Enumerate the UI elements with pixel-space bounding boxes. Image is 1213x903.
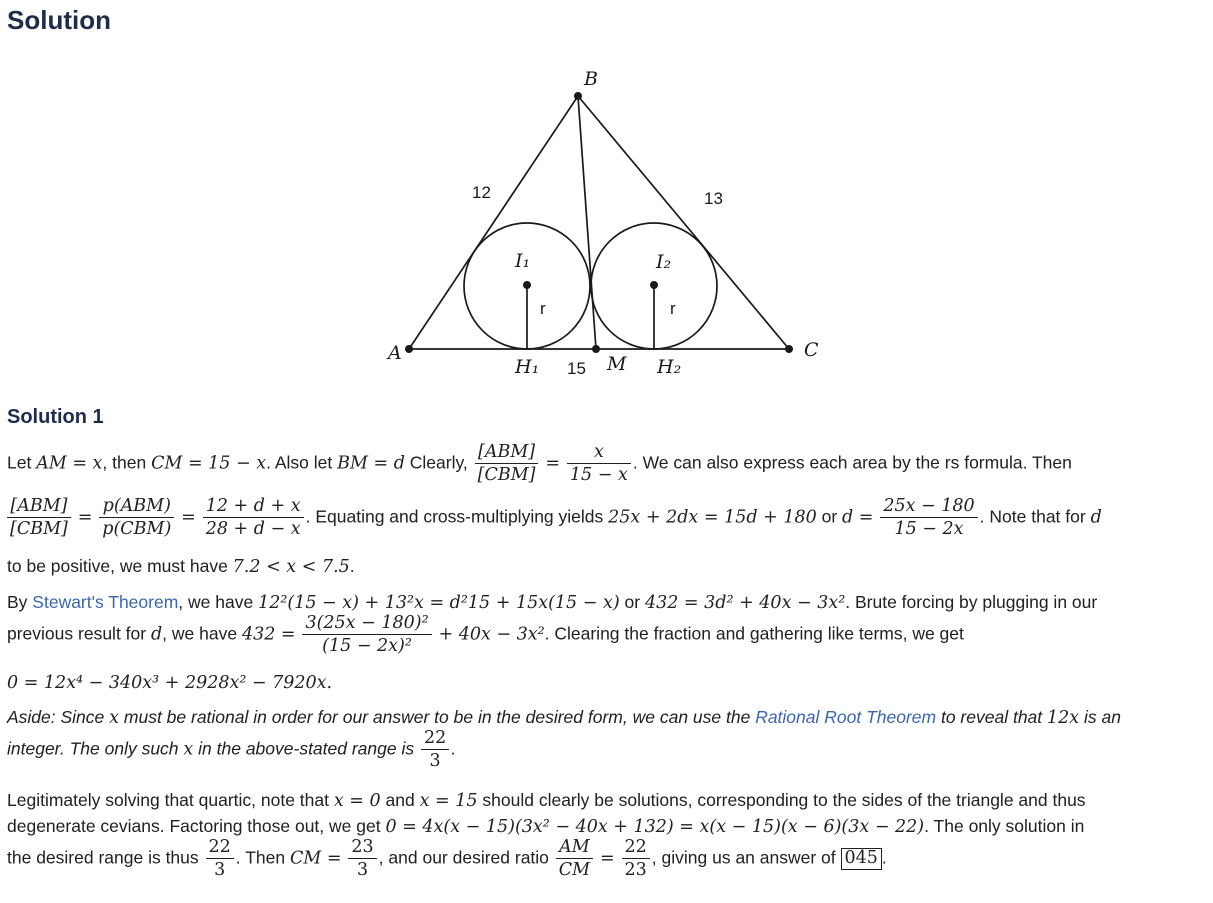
label-side-ac: 15 [567,359,586,378]
math: 432 = 3d² + 40x − 3x² [644,593,846,613]
fraction-am-over-cm: $\frac{AM}{CM}$ [556,837,593,880]
fraction-22-over-3: $\frac{22}{3}$ [421,728,449,771]
text: Let [7,452,37,473]
text: . Then [235,847,290,868]
solution-1-heading: Solution 1 [7,406,104,428]
point-i1 [523,281,531,289]
text: . [881,847,887,868]
point-b [574,92,582,100]
point-m [592,345,600,353]
text: Legitimately solving that quartic, note that [7,790,334,810]
text: , we have [162,623,242,644]
fraction-23-over-3: $\frac{23}{3}$ [348,837,376,880]
math: x = 15 [419,791,478,811]
text: integer. The only such [7,738,184,759]
paragraph-3-line-2 [7,816,1203,837]
side-bc-line [578,96,789,349]
equals: = [77,507,93,528]
text: Clearly, [404,452,473,473]
text: , and our desired ratio [378,847,554,868]
text: . Equating and cross-multiplying yields [305,506,609,527]
text: to be positive, we must have [7,556,233,576]
math: x [183,739,194,760]
math: 25x + 2dx = 15d + 180 [608,507,817,528]
text: , then [102,452,152,473]
text: or [619,592,645,612]
fraction-d-expression: $\frac{25x - 180}{15 - 2x}$ [880,496,977,539]
fraction-area-ratio: $\frac{\text{[ABM]}}{\text{[CBM]}}$ [7,496,71,539]
label-a: A [388,342,402,364]
math: 432 = [241,624,296,645]
text: previous result for [7,623,151,644]
text: the desired range is thus [7,847,204,868]
math: 7.2 < x < 7.5 [232,557,350,577]
text: to reveal that [936,707,1048,727]
paragraph-1-line-2 [7,496,1203,539]
paragraph-1-line-1 [7,442,1203,485]
math: + 40x − 3x² [438,624,545,645]
answer-box: 045 [841,848,882,869]
fraction-22-over-3: $\frac{22}{3}$ [206,837,234,880]
label-h2: H₂ [657,356,682,378]
text: By [7,592,33,612]
text: . The only solution in [924,816,1085,836]
paragraph-2-line-2 [7,613,1203,656]
fraction-x-ratio: $\frac{x}{15 - x}$ [567,442,631,485]
text: Aside: Since [7,707,110,727]
math: BM = d [337,453,405,474]
paragraph-1-line-3 [7,556,1203,577]
math: d [150,624,163,645]
label-h1: H₁ [515,356,540,378]
equals: = [599,848,615,869]
math: CM = [289,848,342,869]
text: and [380,790,420,810]
math: AM = x [36,453,103,474]
label-c: C [804,339,819,361]
fraction-area-ratio: $\frac{\text{[ABM]}}{\text{[CBM]}}$ [475,442,539,485]
paragraph-2-line-1 [7,592,1203,613]
text: . Brute forcing by plugging in our [845,592,1098,612]
cevian-bm-line [578,96,596,349]
text: . [451,738,457,759]
text: degenerate cevians. Factoring those out, we get [7,816,386,836]
text: should clearly be solutions, corresponding to the sides of the triangle and thus [477,790,1086,810]
fraction-stewart: $\frac{\text{3(25x − 180)²}}{\text{(15 − 2x)²}}$ [302,613,431,656]
paragraph-3-line-3 [7,837,1203,880]
text: in the above-stated range is [193,738,419,759]
text: , we have [178,592,259,612]
fraction-sides-ratio: $\frac{12 + d + x}{28 + d - x}$ [203,496,304,539]
fraction-perimeter-ratio: $\frac{\text{p(ABM)}}{\text{p(CBM)}}$ [99,496,174,539]
aside-line-1 [7,707,1203,728]
text: or [816,506,843,527]
text: . Also let [266,452,338,473]
paragraph-2-line-3 [7,672,1203,693]
math: d [1090,507,1102,528]
label-i2: I₂ [656,251,672,273]
point-c [785,345,793,353]
text: . Note that for [979,506,1091,527]
math: x [109,708,120,728]
fraction-22-over-23: $\frac{22}{23}$ [622,837,650,880]
side-ab-line [409,96,578,349]
text: . [349,556,355,576]
text: must be rational in order for our answer to be in the desired form, we can use the [119,707,756,727]
math: CM = 15 − x [151,453,267,474]
solution-heading: Solution [7,5,111,35]
math: d = [842,507,874,528]
paragraph-3-line-1 [7,790,1203,811]
math: 12²(15 − x) + 13²x = d²15 + 15x(15 − x) [258,593,620,613]
math: x = 0 [333,791,381,811]
text: , giving us an answer of [651,847,841,868]
triangle-figure [380,62,840,382]
text: . Clearing the fraction and gathering like terms, we get [544,623,964,644]
label-side-bc: 13 [704,189,723,208]
label-side-ab: 12 [472,183,491,202]
quartic-equation: 0 = 12x⁴ − 340x³ + 2928x² − 7920x. [7,673,333,693]
text: is an [1079,707,1121,727]
label-r1: r [540,299,546,318]
rational-root-theorem-link[interactable]: Rational Root Theorem [755,707,937,727]
label-m: M [607,353,627,375]
label-i1: I₁ [515,250,531,272]
label-r2: r [670,299,676,318]
equals: = [545,453,561,474]
math: 0 = 4x(x − 15)(3x² − 40x + 132) = x(x − 15)(x − 6)(3x − 22) [385,817,925,837]
equals: = [181,507,196,528]
stewarts-theorem-link[interactable]: Stewart's Theorem [32,592,179,612]
text: . We can also express each area by the rs formula. Then [632,452,1072,473]
point-a [405,345,413,353]
point-i2 [650,281,658,289]
label-b: B [584,68,598,90]
aside-line-2 [7,728,1203,771]
math: 12x [1047,708,1080,728]
